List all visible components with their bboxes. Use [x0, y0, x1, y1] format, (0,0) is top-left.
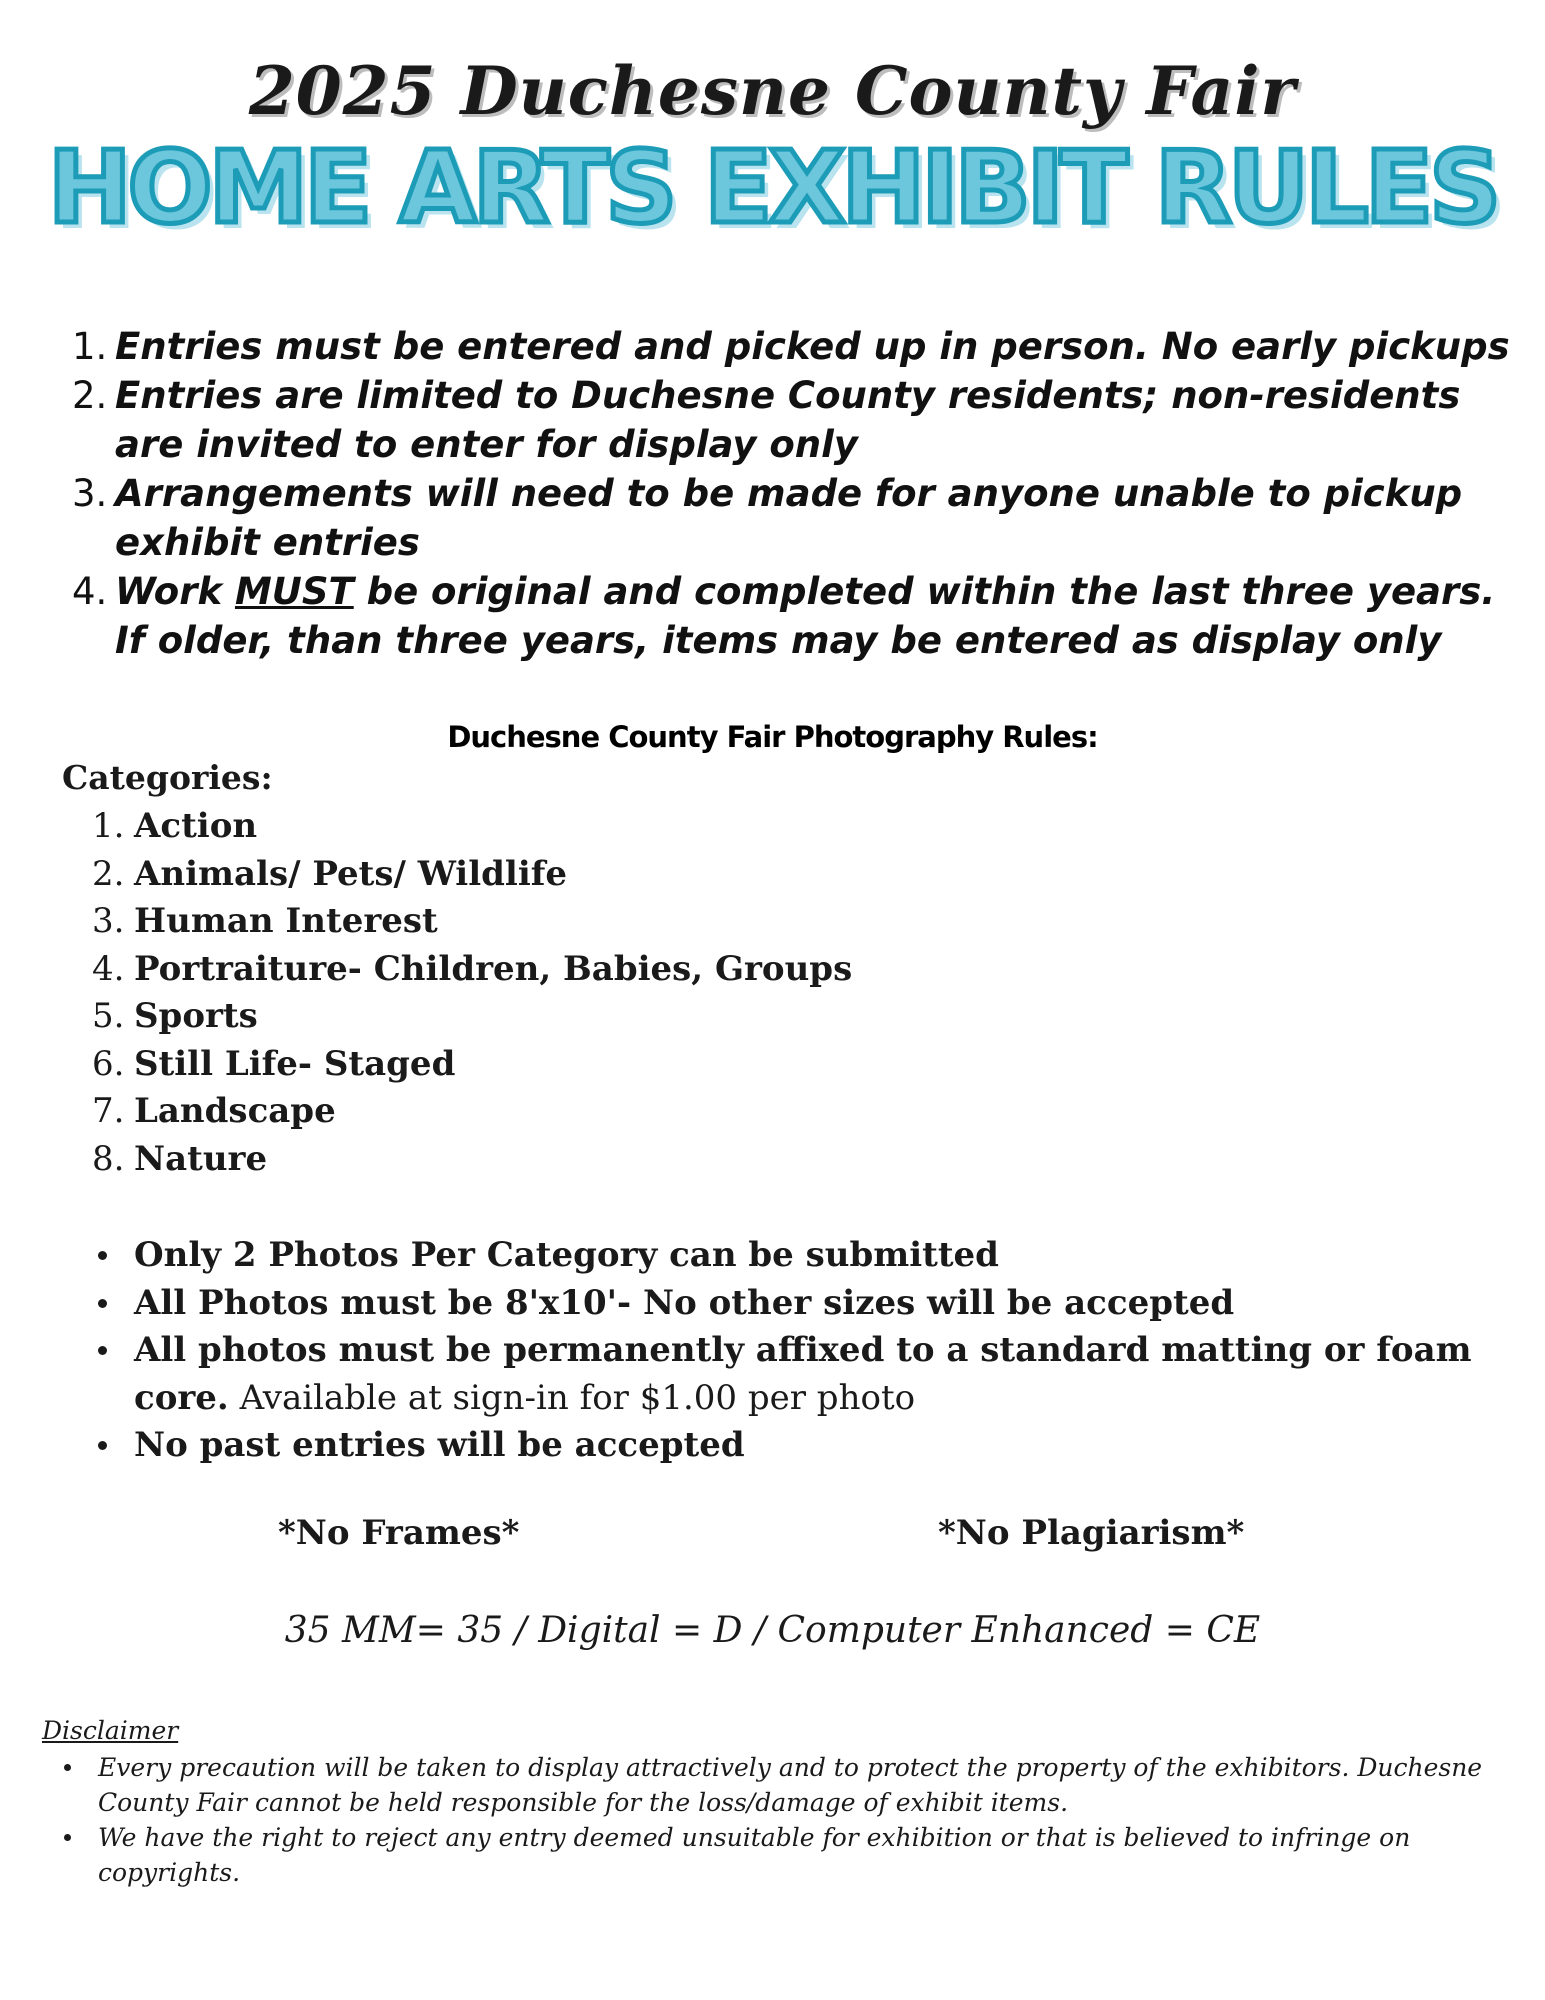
category-text: Still Life- Staged	[134, 1043, 456, 1084]
photo-rules-list	[96, 1232, 1496, 1470]
category-text: Portraiture- Children, Babies, Groups	[134, 948, 853, 989]
rule-text: Entries are limited to Duchesne County residents; non-residents are invited to enter for display only	[115, 374, 1461, 466]
disclaimer-text: Every precaution will be taken to display attractively and to protect the property of the exhibitors. Duchesne County Fair cannot be held responsible for the loss/damage of exhibit items.	[98, 1753, 1483, 1817]
rule-number: 1.	[72, 325, 108, 368]
category-item	[92, 946, 852, 994]
bullet-icon	[98, 1299, 107, 1308]
category-item	[92, 898, 852, 946]
list-item	[96, 1232, 1496, 1280]
disclaimer-list	[62, 1750, 1512, 1890]
no-plagiarism-note: *No Plagiarism*	[938, 1513, 1245, 1553]
bullet-icon	[64, 1764, 71, 1771]
rule-item	[72, 567, 1512, 665]
rule-text: Entries must be entered and picked up in person. No early pickups	[115, 325, 1510, 368]
category-number: 6.	[92, 1043, 125, 1084]
rule-item	[72, 371, 1512, 469]
rule-number: 3.	[72, 472, 108, 515]
category-text: Animals/ Pets/ Wildlife	[134, 853, 568, 894]
rule-item	[72, 469, 1512, 567]
rule-text-pre: Work	[115, 570, 235, 613]
category-number: 1.	[92, 806, 125, 846]
disclaimer-item	[62, 1820, 1512, 1890]
category-number: 2.	[92, 853, 125, 894]
bullet-text: All photos must be permanently affixed to a standard matting or foam core.	[134, 1330, 1472, 1418]
category-item	[92, 1088, 852, 1136]
bullet-icon	[98, 1251, 107, 1260]
bullet-icon	[64, 1834, 71, 1841]
category-item	[92, 1041, 852, 1089]
category-item	[92, 993, 852, 1041]
bullet-icon	[98, 1346, 107, 1355]
bullet-text: No past entries will be accepted	[134, 1425, 745, 1465]
page-title: HOME ARTS EXHIBIT RULES	[47, 129, 1498, 246]
categories-list	[92, 803, 852, 1183]
category-text: Sports	[134, 996, 258, 1036]
category-number: 4.	[92, 948, 125, 989]
category-text: Action	[134, 806, 258, 846]
bullet-note: Available at sign-in for $1.00 per photo	[228, 1377, 916, 1418]
disclaimer-title: Disclaimer	[42, 1716, 179, 1745]
rule-number: 2.	[72, 374, 108, 417]
rule-text: Arrangements will need to be made for anyone unable to pickup exhibit entries	[115, 472, 1463, 564]
fair-title: 2025 Duchesne County Fair	[248, 52, 1297, 130]
photography-heading: Duchesne County Fair Photography Rules:	[447, 720, 1098, 754]
category-item	[92, 1136, 852, 1184]
category-number: 3.	[92, 901, 125, 941]
rule-text-post: be original and completed within the last three years. If older, than three years, items may be entered as display only	[115, 570, 1496, 662]
format-codes: 35 MM= 35 / Digital = D / Computer Enhanced = CE	[284, 1610, 1261, 1651]
category-number: 7.	[92, 1091, 125, 1131]
bullet-icon	[98, 1441, 107, 1450]
rule-text-emphasis: MUST	[234, 570, 354, 613]
disclaimer-text: We have the right to reject any entry deemed unsuitable for exhibition or that is believed to infringe on copyrights.	[98, 1823, 1411, 1887]
category-number: 8.	[92, 1138, 125, 1179]
categories-label: Categories:	[62, 758, 273, 797]
category-item	[92, 803, 852, 851]
general-rules-list	[72, 322, 1512, 665]
category-item	[92, 851, 852, 899]
rule-number: 4.	[72, 570, 108, 613]
bullet-text: Only 2 Photos Per Category can be submitted	[134, 1235, 999, 1275]
bullet-text: All Photos must be 8'x10'- No other sizes will be accepted	[134, 1282, 1235, 1323]
list-item	[96, 1327, 1496, 1422]
category-number: 5.	[92, 996, 125, 1036]
category-text: Landscape	[134, 1091, 336, 1131]
disclaimer-item	[62, 1750, 1512, 1820]
category-text: Nature	[134, 1138, 268, 1179]
list-item	[96, 1422, 1496, 1470]
no-frames-note: *No Frames*	[278, 1513, 520, 1553]
rule-item	[72, 322, 1512, 371]
list-item	[96, 1280, 1496, 1328]
category-text: Human Interest	[134, 901, 438, 941]
